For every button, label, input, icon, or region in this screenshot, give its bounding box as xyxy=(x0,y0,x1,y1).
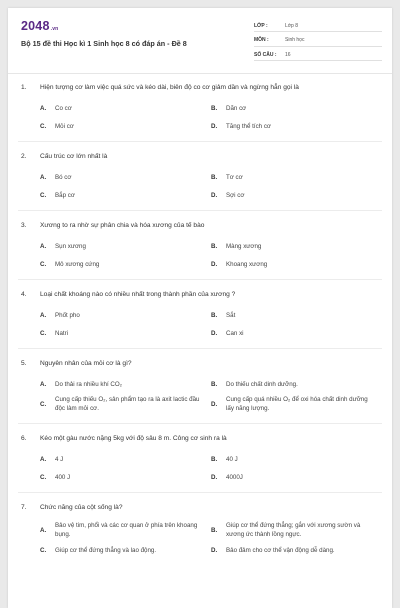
question-2 xyxy=(8,152,392,200)
option-letter: A. xyxy=(40,242,47,250)
option-text: Mỏi cơ xyxy=(55,122,74,130)
option-b[interactable] xyxy=(211,172,382,182)
question-stem: Loại chất khoáng nào có nhiều nhất trong thành phần của xương ? xyxy=(40,291,236,298)
header-divider xyxy=(8,73,392,74)
question-divider xyxy=(18,348,382,349)
option-a[interactable] xyxy=(40,172,211,182)
page-title: Bộ 15 đề thi Học kì 1 Sinh học 8 có đáp án - Đề 8 xyxy=(21,39,187,48)
question-number: 3. xyxy=(21,222,27,229)
option-text: Cung cấp quá nhiều O₂ để oxi hóa chất dinh dưỡng lấy năng lượng. xyxy=(226,396,368,412)
option-c[interactable] xyxy=(40,545,211,555)
option-letter: D. xyxy=(211,260,218,268)
question-3 xyxy=(8,221,392,269)
option-b[interactable] xyxy=(211,103,382,113)
option-text: 400 J xyxy=(55,473,71,481)
option-b[interactable] xyxy=(211,310,382,320)
option-row xyxy=(8,241,392,251)
question-7 xyxy=(8,503,392,555)
logo-text: 2048 xyxy=(21,19,50,33)
option-letter: D. xyxy=(211,191,218,199)
question-number: 7. xyxy=(21,504,27,511)
option-letter: A. xyxy=(40,173,47,181)
question-list xyxy=(8,83,392,565)
option-text: Can xi xyxy=(226,329,244,337)
option-text: Tăng thể tích cơ xyxy=(226,122,271,130)
option-a[interactable] xyxy=(40,241,211,251)
option-row xyxy=(8,310,392,320)
option-text: Sắt xyxy=(226,311,236,319)
option-letter: B. xyxy=(211,455,218,463)
option-text: Mô xương cứng xyxy=(55,260,100,268)
meta-value: Sinh học xyxy=(285,37,305,43)
meta-row-class xyxy=(254,20,382,32)
question-divider xyxy=(18,423,382,424)
option-letter: A. xyxy=(40,311,47,319)
option-a[interactable] xyxy=(40,310,211,320)
question-4 xyxy=(8,290,392,338)
option-c[interactable] xyxy=(40,121,211,131)
option-row xyxy=(8,259,392,269)
option-text: Giúp cơ thể đứng thẳng; gắn với xương sườn và xương ức thành lồng ngực. xyxy=(226,522,361,538)
option-d[interactable] xyxy=(211,328,382,338)
option-d[interactable] xyxy=(211,545,382,555)
option-d[interactable] xyxy=(211,472,382,482)
meta-key: LỚP : xyxy=(254,22,268,29)
question-stem: Hiện tượng cơ làm việc quá sức và kéo dài, biên độ co cơ giảm dần và ngừng hẳn gọi là xyxy=(40,84,299,91)
option-c[interactable] xyxy=(40,395,211,413)
option-letter: A. xyxy=(40,455,47,463)
meta-value: Lớp 8 xyxy=(285,22,299,29)
option-row xyxy=(8,454,392,464)
question-number: 2. xyxy=(21,153,27,160)
option-row xyxy=(8,190,392,200)
option-c[interactable] xyxy=(40,190,211,200)
option-d[interactable] xyxy=(211,259,382,269)
option-c[interactable] xyxy=(40,259,211,269)
option-text: 40 J xyxy=(226,455,238,463)
option-letter: D. xyxy=(211,329,218,337)
question-text xyxy=(8,290,392,302)
logo-suffix: .vn xyxy=(50,26,59,32)
option-letter: D. xyxy=(211,122,218,130)
option-text: Giúp cơ thể đứng thẳng và lao động. xyxy=(55,546,157,554)
question-6 xyxy=(8,434,392,482)
option-letter: D. xyxy=(211,546,218,554)
question-stem: Cấu trúc cơ lớn nhất là xyxy=(40,153,108,160)
option-letter: C. xyxy=(40,122,47,130)
option-text: Bảo vệ tim, phổi và các cơ quan ở phía trên khoang bụng. xyxy=(55,522,198,538)
option-b[interactable] xyxy=(211,241,382,251)
option-row xyxy=(8,121,392,131)
question-stem: Nguyên nhân của mỏi cơ là gì? xyxy=(40,360,132,367)
option-letter: C. xyxy=(40,329,47,337)
option-letter: B. xyxy=(211,242,218,250)
option-letter: C. xyxy=(40,400,47,408)
option-text: Tơ cơ xyxy=(226,173,243,181)
option-letter: B. xyxy=(211,104,218,112)
option-letter: C. xyxy=(40,546,47,554)
option-c[interactable] xyxy=(40,472,211,482)
option-text: 4000J xyxy=(226,473,243,481)
option-row xyxy=(8,172,392,182)
option-text: Sợi cơ xyxy=(226,191,245,199)
option-letter: C. xyxy=(40,191,47,199)
option-text: Bắp cơ xyxy=(55,191,75,199)
option-letter: B. xyxy=(211,173,218,181)
option-b[interactable] xyxy=(211,379,382,389)
question-number: 4. xyxy=(21,291,27,298)
option-text: Bảo đảm cho cơ thể vận động dễ dàng. xyxy=(226,546,335,554)
option-letter: C. xyxy=(40,473,47,481)
question-divider xyxy=(18,492,382,493)
option-text: Natri xyxy=(55,329,69,337)
option-text: Sụn xương xyxy=(55,242,86,250)
option-row xyxy=(8,521,392,539)
option-a[interactable] xyxy=(40,103,211,113)
option-letter: A. xyxy=(40,380,47,388)
option-d[interactable] xyxy=(211,395,382,413)
option-letter: A. xyxy=(40,526,47,534)
option-text: Do thải ra nhiều khí CO₂ xyxy=(55,380,123,388)
option-row xyxy=(8,395,392,413)
option-row xyxy=(8,545,392,555)
question-stem: Xương to ra nhờ sự phân chia và hóa xương của tế bào xyxy=(40,222,205,229)
question-number: 5. xyxy=(21,360,27,367)
meta-key: MÔN : xyxy=(254,37,269,43)
question-divider xyxy=(18,210,382,211)
option-text: Cung cấp thiếu O₂, sản phẩm tạo ra là axit lactic đầu độc làm mỏi cơ. xyxy=(55,396,200,412)
exam-page xyxy=(8,8,392,608)
option-text: Màng xương xyxy=(226,242,262,250)
option-text: Dãn cơ xyxy=(226,104,247,112)
option-d[interactable] xyxy=(211,190,382,200)
question-number: 6. xyxy=(21,435,27,442)
option-b[interactable] xyxy=(211,454,382,464)
question-stem: Kéo một gàu nước nặng 5kg với độ sâu 8 m. Công cơ sinh ra là xyxy=(40,435,227,442)
option-a[interactable] xyxy=(40,521,211,539)
question-divider xyxy=(18,141,382,142)
meta-row-count xyxy=(254,49,382,61)
option-row xyxy=(8,328,392,338)
option-letter: B. xyxy=(211,526,218,534)
meta-key: SỐ CÂU : xyxy=(254,51,277,58)
question-1 xyxy=(8,83,392,131)
option-letter: B. xyxy=(211,311,218,319)
meta-row-subject xyxy=(254,35,382,47)
option-text: 4 J xyxy=(55,455,64,463)
question-text xyxy=(8,434,392,446)
option-letter: C. xyxy=(40,260,47,268)
question-divider xyxy=(18,279,382,280)
option-c[interactable] xyxy=(40,328,211,338)
question-5 xyxy=(8,359,392,413)
question-text xyxy=(8,83,392,95)
option-text: Phốt pho xyxy=(55,311,80,319)
option-text: Co cơ xyxy=(55,104,72,112)
option-a[interactable] xyxy=(40,379,211,389)
option-letter: A. xyxy=(40,104,47,112)
option-text: Do thiếu chất dinh dưỡng. xyxy=(226,380,298,388)
question-number: 1. xyxy=(21,84,27,91)
option-text: Khoang xương xyxy=(226,260,268,268)
question-text xyxy=(8,503,392,515)
option-d[interactable] xyxy=(211,121,382,131)
question-text xyxy=(8,221,392,233)
meta-value: 16 xyxy=(285,51,291,58)
option-letter: D. xyxy=(211,473,218,481)
page-header xyxy=(8,8,392,68)
option-text: Bó cơ xyxy=(55,173,72,181)
question-stem: Chức năng của cột sống là? xyxy=(40,504,123,511)
option-letter: B. xyxy=(211,380,218,388)
site-logo[interactable] xyxy=(21,19,58,33)
option-row xyxy=(8,379,392,389)
option-b[interactable] xyxy=(211,521,382,539)
option-letter: D. xyxy=(211,400,218,408)
option-a[interactable] xyxy=(40,454,211,464)
option-row xyxy=(8,472,392,482)
option-row xyxy=(8,103,392,113)
question-text xyxy=(8,152,392,164)
question-text xyxy=(8,359,392,371)
exam-meta xyxy=(254,20,382,64)
